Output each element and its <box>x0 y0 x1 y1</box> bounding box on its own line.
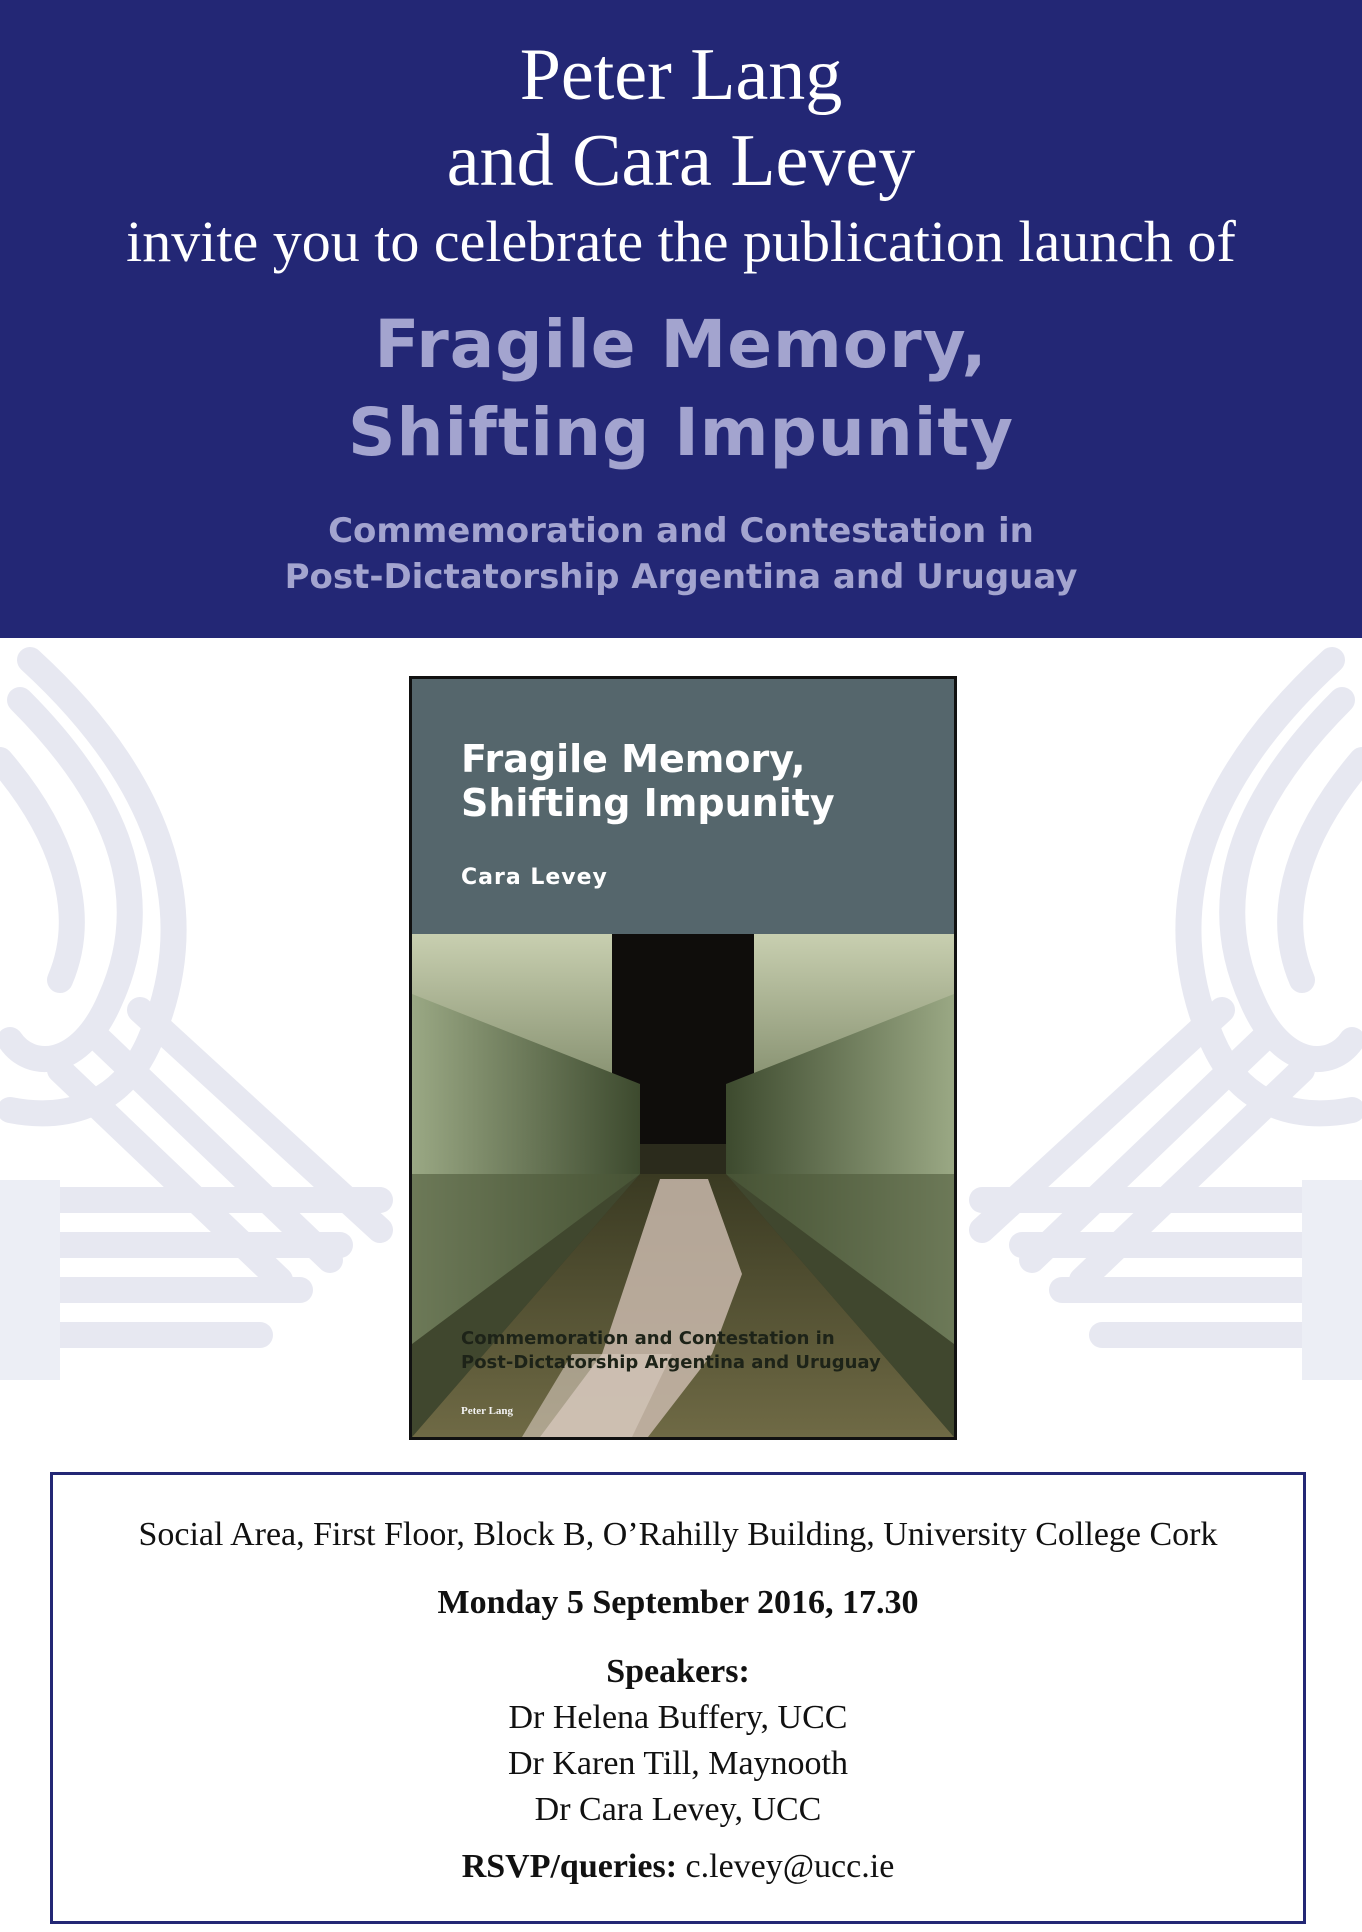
invite-line: invite you to celebrate the publication launch of <box>126 209 1236 274</box>
book-subtitle-line-2: Post-Dictatorship Argentina and Uruguay <box>284 557 1078 597</box>
speaker-item: Dr Karen Till, Maynooth <box>508 1745 848 1782</box>
header-banner <box>0 0 1362 638</box>
speakers-heading: Speakers: <box>606 1653 750 1690</box>
rsvp-email-link[interactable]: c.levey@ucc.ie <box>685 1848 895 1885</box>
event-details-box <box>50 1472 1306 1924</box>
watermark-left-icon <box>0 640 420 1440</box>
cover-publisher: Peter Lang <box>461 1405 514 1417</box>
book-cover <box>409 676 957 1440</box>
event-venue: Social Area, First Floor, Block B, O’Rahilly Building, University College Cork <box>138 1516 1218 1553</box>
cover-subtitle-line-2: Post-Dictatorship Argentina and Uruguay <box>461 1352 881 1373</box>
cover-title-line-1: Fragile Memory, <box>461 737 806 781</box>
speaker-item: Dr Cara Levey, UCC <box>534 1791 822 1828</box>
rsvp-line <box>53 1845 1303 1889</box>
book-title-line-2: Shifting Impunity <box>348 394 1014 471</box>
cover-subtitle-line-1: Commemoration and Contestation in <box>461 1328 835 1349</box>
watermark-right-icon <box>942 640 1362 1440</box>
book-subtitle-line-1: Commemoration and Contestation in <box>328 511 1034 551</box>
host-line-2: and Cara Levey <box>446 120 916 202</box>
book-title-line-1: Fragile Memory, <box>374 306 988 383</box>
cover-title-line-2: Shifting Impunity <box>461 781 835 825</box>
speaker-item: Dr Helena Buffery, UCC <box>508 1699 848 1736</box>
host-line-1: Peter Lang <box>519 34 843 116</box>
rsvp-label: RSVP/queries: <box>461 1848 678 1885</box>
cover-author: Cara Levey <box>461 865 608 890</box>
event-date: Monday 5 September 2016, 17.30 <box>437 1584 919 1621</box>
